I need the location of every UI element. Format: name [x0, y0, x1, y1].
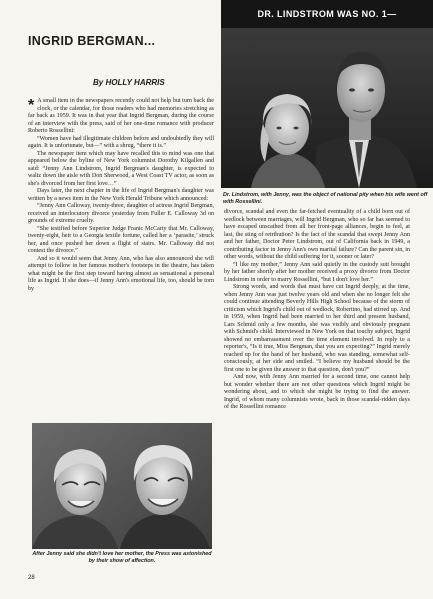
article-paragraph: “I like my mother,” Jenny Ann said quietly in the custody suit brought by her father shortly after her mother received a proxy divorce from Doctor Lindstrom in order to marry Rossellini, “but I don't love her.” [224, 261, 410, 283]
photo-jenny-and-ingrid-image [32, 423, 212, 549]
article-paragraph: The newspaper item which may have recalled this to mind was one that appeared below the byline of New York columnist Dorothy Kilgallen and said: “Jenny Ann Lindstrom, Ingrid Bergman's daughter, is expected to waltz down the aisle with Don Sherwood, a West Coast TV actor, as soon as she's divorced from her first love…” [28, 150, 214, 187]
article-paragraph: divorce, scandal and even the far-fetched eventuality of a child born out of wedlock between marriages, will Ingrid Bergman, who so far has seemed to have escaped unscathed from all her front-page alliances, begin to feel, at last, the sting of retribution? Is the fact of the scandal that swept Jenny Ann and her father, Doctor Peter Lindstrom, out of California back in 1949, a contributing factor in Jenny Ann's own marital failure? Can the parent sin, in other words, without the child suffering for it, sooner or later? [224, 209, 410, 260]
article-column-right [224, 209, 410, 412]
article-paragraph: Days later, the next chapter in the life of Ingrid Bergman's daughter was written by a news item in the New York Herald Tribune which announced: [28, 188, 214, 202]
article-paragraph-text: A small item in the newspapers recently could not help but turn back the clock, or the calendar, for those readers who had memories stretching as far back as 1959. It was in that year that Ingrid Bergman, during the course of an interview with the press, said of her one-time romance with producer Roberto Rossellini: [28, 98, 214, 134]
photo-jenny-and-ingrid [32, 423, 212, 549]
photo-caption-top: Dr. Lindstrom, with Jenny, was the object of national pity when his wife went off with Rossellini. [223, 192, 428, 205]
page-number: 28 [28, 575, 35, 581]
section-banner: DR. LINDSTROM WAS NO. 1— [221, 0, 433, 28]
photo-caption-bottom: After Jenny said she didn't love her mother, the Press was astonished by their show of affection. [32, 551, 212, 564]
asterisk-bullet: * [28, 97, 35, 114]
article-title: INGRID BERGMAN... [28, 34, 156, 48]
article-paragraph: And now, with Jenny Ann married for a second time, one cannot help but wonder whether there are not other questions which Ingrid might be wondering about, and to which she might be trying to find the answer. Ingrid, of whom many columnists wrote, back in those scandal-ridden days of the Rossellini romance [224, 374, 410, 410]
article-column-left [28, 98, 214, 293]
byline: By HOLLY HARRIS [93, 78, 165, 87]
photo-lindstrom-and-jenny [221, 28, 433, 188]
article-paragraph: And so it would seem that Jenny Ann, who has also announced she will attempt to follow in her famous mother's footsteps in the theatre, has taken what might be the first step toward having almost as sensational a personal life as Ingrid. If she does—if Jenny Ann's emotional life, too, should be torn by [28, 255, 214, 292]
photo-lindstrom-and-jenny-image [221, 28, 433, 188]
article-paragraph [28, 98, 214, 136]
article-paragraph: “She testified before Superior Judge Franic McCarty that Mr. Calloway, twenty-eight, heir to a Georgia textile fortune, called her a ‘parasite,’ struck her, and once pushed her down a flight of stairs. Mr. Calloway did not contest the divorce.” [28, 225, 214, 254]
article-paragraph: “Jenny Ann Calloway, twenty-three, daughter of actress Ingrid Bergman, received an interlocutory divorce yesterday from Fuller E. Calloway 3d on grounds of extreme cruelty. [28, 203, 214, 224]
article-paragraph: “Women have had illegitimate children before and undoubtedly they will again. It is unfortunate, but—” with a shrug, “there it is.” [28, 135, 214, 149]
article-paragraph: Strong words, and words that must have cut Ingrid deeply, at the time, when Jenny Ann was just twelve years old and when she no longer felt she could continue attending Beverly Hills High School because of the storm of criticism which Ingrid's child out of wedlock, Robertino, had stirred up. And in 1959, when Ingrid had been married to her third and present husband, Lars Schmid only a few months, she was visibly and obviously pregnant with Schmid's child. Interviewed in New York on that touchy subject, Ingrid showed no embarrassment over the time element involved. In reply to a reporter's, “Is it true, Miss Bergman, that you are expecting?” Ingrid merely reached up for the hand of her husband, who was standing, somewhat self-consciously, at her side and smiled. “I believe my husband should be the first one to be given the answer to that question, don't you?” [224, 284, 410, 373]
